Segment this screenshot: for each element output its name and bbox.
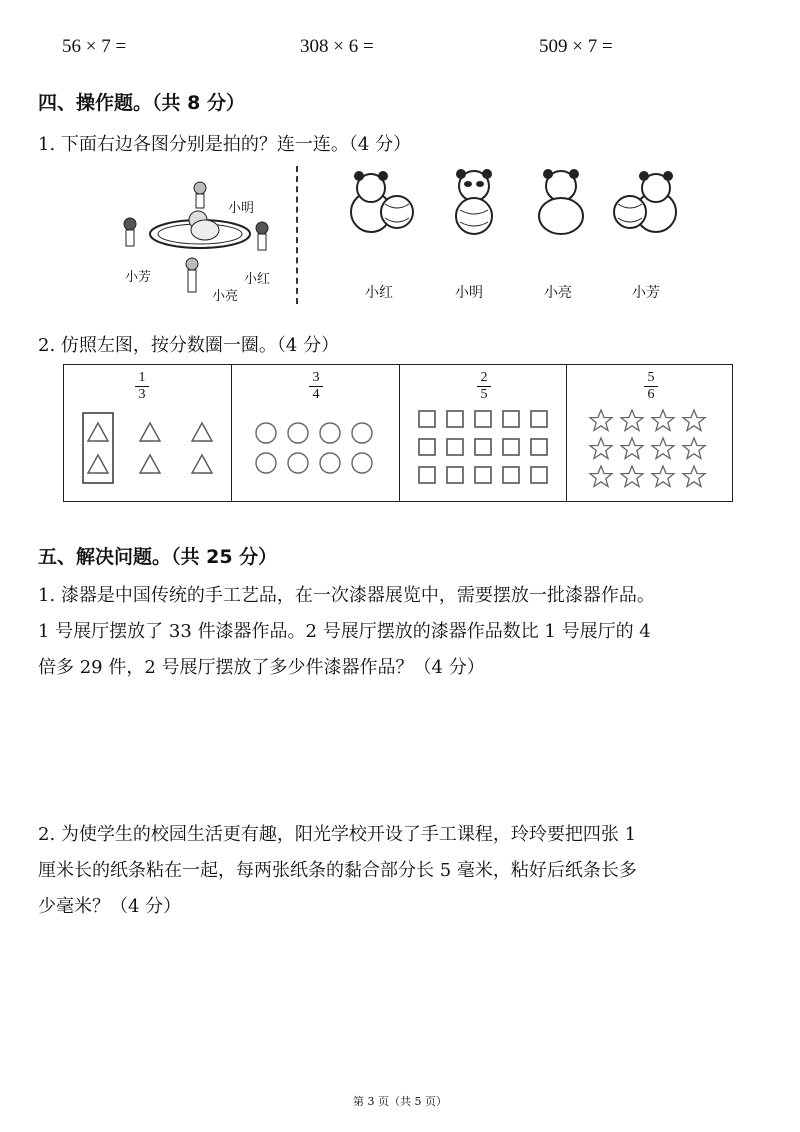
panda-photo-1 (345, 168, 417, 236)
dashed-divider (296, 166, 298, 304)
fraction-3-4: 3 4 (306, 371, 326, 402)
figure-label-xiaoliang: 小亮 (212, 289, 239, 304)
triangle-grid (78, 411, 218, 491)
section5-q2-line-1: 2. 为使学生的校园生活更有趣，阳光学校开设了手工课程，玲玲要把四张 1 (38, 824, 637, 845)
section5-q2 (38, 817, 637, 925)
photo-label-1: 小红 (365, 285, 393, 301)
fraction-5-6: 5 6 (641, 371, 661, 402)
fraction-cell-1 (64, 365, 231, 501)
section5-q2-line-2: 厘米长的纸条粘在一起，每两张纸条的黏合部分长 5 毫米，粘好后纸条长多 (38, 860, 637, 881)
panda-photo-2 (448, 166, 500, 238)
circle-grid (250, 419, 382, 479)
fraction-1-3: 1 3 (132, 371, 152, 402)
fraction-2-5: 2 5 (474, 371, 494, 402)
section4-q2-text: 2. 仿照左图，按分数圈一圈。（4 分） (38, 335, 340, 356)
page-footer: 第 3 页（共 5 页） (353, 1095, 447, 1108)
fraction-table (63, 364, 733, 502)
section5-q1-line-3: 倍多 29 件，2 号展厅摆放了多少件漆器作品？（4 分） (38, 657, 485, 678)
panda-photo-3 (533, 166, 589, 238)
photo-label-3: 小亮 (544, 285, 572, 301)
section5-q1 (38, 578, 655, 686)
section4-title: 四、操作题。（共 8 分） (38, 92, 245, 114)
calc-item-3: 509 × 7 = (539, 36, 613, 57)
section5-q1-line-1: 1. 漆器是中国传统的手工艺品，在一次漆器展览中，需要摆放一批漆器作品。 (38, 585, 655, 606)
photo-label-4: 小芳 (632, 285, 660, 301)
square-grid (417, 409, 557, 489)
star-grid (587, 407, 721, 493)
section5-q1-line-2: 1 号展厅摆放了 33 件漆器作品。2 号展厅摆放的漆器作品数比 1 号展厅的 4 (38, 621, 651, 642)
calc-item-2: 308 × 6 = (300, 36, 374, 57)
calc-item-1: 56 × 7 = (62, 36, 127, 57)
figure-label-xiaofang: 小芳 (125, 270, 152, 285)
section5-q2-line-3: 少毫米？（4 分） (38, 896, 182, 917)
fraction-cell-3 (399, 365, 567, 501)
figure-label-xiaoming: 小明 (228, 201, 255, 216)
fraction-cell-4 (566, 365, 732, 501)
section5-title: 五、解决问题。（共 25 分） (38, 546, 278, 568)
section4-q1-text: 1. 下面右边各图分别是拍的？连一连。（4 分） (38, 134, 412, 155)
fraction-cell-2 (231, 365, 400, 501)
panda-photo-4 (610, 168, 682, 236)
photo-label-2: 小明 (455, 285, 483, 301)
figure-label-xiaohong: 小红 (244, 272, 271, 287)
